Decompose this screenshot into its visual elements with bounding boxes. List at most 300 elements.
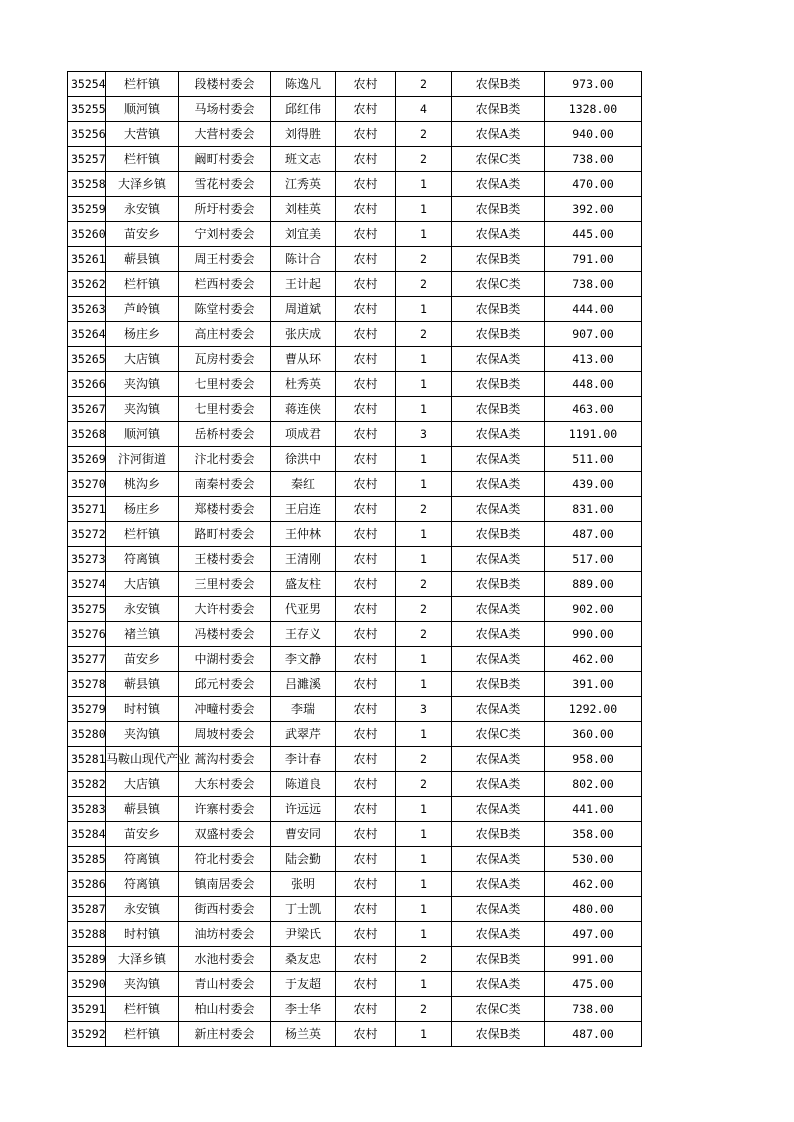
- table-row: [68, 72, 642, 97]
- area-type-cell: 农村: [336, 822, 396, 847]
- amount-cell: 470.00: [545, 172, 642, 197]
- name-cell: 陈逸凡: [271, 72, 336, 97]
- record-id-cell: 35262: [68, 272, 106, 297]
- table-row: [68, 722, 642, 747]
- amount-cell: 530.00: [545, 847, 642, 872]
- amount-cell: 497.00: [545, 922, 642, 947]
- insurance-category-cell: 农保A类: [452, 697, 545, 722]
- insurance-category-cell: 农保A类: [452, 622, 545, 647]
- insurance-category-cell: 农保B类: [452, 97, 545, 122]
- amount-cell: 991.00: [545, 947, 642, 972]
- town-cell: 蕲县镇: [106, 797, 179, 822]
- insurance-category-cell: 农保A类: [452, 347, 545, 372]
- household-count-cell: 1: [396, 647, 452, 672]
- insurance-category-cell: 农保A类: [452, 747, 545, 772]
- household-count-cell: 2: [396, 322, 452, 347]
- village-committee-cell: 周坡村委会: [179, 722, 271, 747]
- name-cell: 刘宜美: [271, 222, 336, 247]
- insurance-category-cell: 农保B类: [452, 297, 545, 322]
- insurance-category-cell: 农保A类: [452, 772, 545, 797]
- insurance-category-cell: 农保B类: [452, 372, 545, 397]
- record-id-cell: 35263: [68, 297, 106, 322]
- table-row: [68, 672, 642, 697]
- village-committee-cell: 大许村委会: [179, 597, 271, 622]
- household-count-cell: 2: [396, 272, 452, 297]
- record-id-cell: 35284: [68, 822, 106, 847]
- table-row: [68, 522, 642, 547]
- village-committee-cell: 邱元村委会: [179, 672, 271, 697]
- town-cell: 顺河镇: [106, 422, 179, 447]
- household-count-cell: 1: [396, 222, 452, 247]
- household-count-cell: 3: [396, 697, 452, 722]
- table-row: [68, 497, 642, 522]
- amount-cell: 738.00: [545, 272, 642, 297]
- household-count-cell: 1: [396, 472, 452, 497]
- village-committee-cell: 蒿沟村委会: [179, 747, 271, 772]
- amount-cell: 1292.00: [545, 697, 642, 722]
- record-id-cell: 35277: [68, 647, 106, 672]
- area-type-cell: 农村: [336, 322, 396, 347]
- town-cell: 蕲县镇: [106, 672, 179, 697]
- insurance-category-cell: 农保C类: [452, 722, 545, 747]
- village-committee-cell: 汴北村委会: [179, 447, 271, 472]
- table-row: [68, 572, 642, 597]
- household-count-cell: 2: [396, 147, 452, 172]
- record-id-cell: 35290: [68, 972, 106, 997]
- name-cell: 李计春: [271, 747, 336, 772]
- name-cell: 王存义: [271, 622, 336, 647]
- table-row: [68, 547, 642, 572]
- records-table-body: [68, 72, 642, 1047]
- amount-cell: 360.00: [545, 722, 642, 747]
- name-cell: 王启连: [271, 497, 336, 522]
- village-committee-cell: 油坊村委会: [179, 922, 271, 947]
- name-cell: 李士华: [271, 997, 336, 1022]
- record-id-cell: 35264: [68, 322, 106, 347]
- name-cell: 王计起: [271, 272, 336, 297]
- table-row: [68, 372, 642, 397]
- name-cell: 李瑞: [271, 697, 336, 722]
- insurance-category-cell: 农保A类: [452, 447, 545, 472]
- amount-cell: 441.00: [545, 797, 642, 822]
- area-type-cell: 农村: [336, 97, 396, 122]
- village-committee-cell: 瓦房村委会: [179, 347, 271, 372]
- record-id-cell: 35291: [68, 997, 106, 1022]
- town-cell: 时村镇: [106, 697, 179, 722]
- insurance-category-cell: 农保A类: [452, 222, 545, 247]
- village-committee-cell: 高庄村委会: [179, 322, 271, 347]
- town-cell: 大泽乡镇: [106, 947, 179, 972]
- table-row: [68, 172, 642, 197]
- town-cell: 汴河街道: [106, 447, 179, 472]
- household-count-cell: 1: [396, 172, 452, 197]
- insurance-category-cell: 农保B类: [452, 822, 545, 847]
- record-id-cell: 35282: [68, 772, 106, 797]
- table-row: [68, 1022, 642, 1047]
- household-count-cell: 2: [396, 597, 452, 622]
- table-row: [68, 197, 642, 222]
- amount-cell: 480.00: [545, 897, 642, 922]
- amount-cell: 902.00: [545, 597, 642, 622]
- household-count-cell: 2: [396, 122, 452, 147]
- amount-cell: 1328.00: [545, 97, 642, 122]
- amount-cell: 487.00: [545, 1022, 642, 1047]
- town-cell: 夹沟镇: [106, 972, 179, 997]
- town-cell: 杨庄乡: [106, 497, 179, 522]
- amount-cell: 907.00: [545, 322, 642, 347]
- insurance-category-cell: 农保A类: [452, 472, 545, 497]
- area-type-cell: 农村: [336, 297, 396, 322]
- area-type-cell: 农村: [336, 972, 396, 997]
- area-type-cell: 农村: [336, 147, 396, 172]
- name-cell: 桑友忠: [271, 947, 336, 972]
- village-committee-cell: 岳桥村委会: [179, 422, 271, 447]
- record-id-cell: 35278: [68, 672, 106, 697]
- name-cell: 陈计合: [271, 247, 336, 272]
- area-type-cell: 农村: [336, 172, 396, 197]
- area-type-cell: 农村: [336, 897, 396, 922]
- area-type-cell: 农村: [336, 772, 396, 797]
- insurance-category-cell: 农保B类: [452, 572, 545, 597]
- name-cell: 代亚男: [271, 597, 336, 622]
- record-id-cell: 35285: [68, 847, 106, 872]
- area-type-cell: 农村: [336, 72, 396, 97]
- town-cell: 栏杆镇: [106, 147, 179, 172]
- table-row: [68, 122, 642, 147]
- name-cell: 江秀英: [271, 172, 336, 197]
- area-type-cell: 农村: [336, 272, 396, 297]
- area-type-cell: 农村: [336, 747, 396, 772]
- name-cell: 班文志: [271, 147, 336, 172]
- table-row: [68, 997, 642, 1022]
- area-type-cell: 农村: [336, 372, 396, 397]
- record-id-cell: 35257: [68, 147, 106, 172]
- name-cell: 邱红伟: [271, 97, 336, 122]
- table-row: [68, 297, 642, 322]
- village-committee-cell: 大营村委会: [179, 122, 271, 147]
- village-committee-cell: 马场村委会: [179, 97, 271, 122]
- insurance-category-cell: 农保A类: [452, 647, 545, 672]
- record-id-cell: 35286: [68, 872, 106, 897]
- town-cell: 符离镇: [106, 872, 179, 897]
- amount-cell: 738.00: [545, 997, 642, 1022]
- insurance-category-cell: 农保A类: [452, 122, 545, 147]
- amount-cell: 889.00: [545, 572, 642, 597]
- amount-cell: 391.00: [545, 672, 642, 697]
- village-committee-cell: 七里村委会: [179, 397, 271, 422]
- insurance-category-cell: 农保A类: [452, 897, 545, 922]
- name-cell: 杜秀英: [271, 372, 336, 397]
- table-row: [68, 147, 642, 172]
- area-type-cell: 农村: [336, 947, 396, 972]
- record-id-cell: 35287: [68, 897, 106, 922]
- record-id-cell: 35273: [68, 547, 106, 572]
- household-count-cell: 1: [396, 872, 452, 897]
- town-cell: 夹沟镇: [106, 397, 179, 422]
- town-cell: 永安镇: [106, 897, 179, 922]
- name-cell: 蒋连侠: [271, 397, 336, 422]
- record-id-cell: 35259: [68, 197, 106, 222]
- amount-cell: 791.00: [545, 247, 642, 272]
- record-id-cell: 35275: [68, 597, 106, 622]
- table-row: [68, 822, 642, 847]
- amount-cell: 990.00: [545, 622, 642, 647]
- amount-cell: 973.00: [545, 72, 642, 97]
- town-cell: 夹沟镇: [106, 722, 179, 747]
- insurance-category-cell: 农保B类: [452, 672, 545, 697]
- area-type-cell: 农村: [336, 797, 396, 822]
- amount-cell: 358.00: [545, 822, 642, 847]
- name-cell: 陆会勤: [271, 847, 336, 872]
- household-count-cell: 3: [396, 422, 452, 447]
- table-row: [68, 347, 642, 372]
- insurance-category-cell: 农保B类: [452, 1022, 545, 1047]
- name-cell: 徐洪中: [271, 447, 336, 472]
- area-type-cell: 农村: [336, 672, 396, 697]
- insurance-category-cell: 农保B类: [452, 72, 545, 97]
- table-row: [68, 597, 642, 622]
- record-id-cell: 35270: [68, 472, 106, 497]
- insurance-category-cell: 农保A类: [452, 847, 545, 872]
- area-type-cell: 农村: [336, 647, 396, 672]
- record-id-cell: 35268: [68, 422, 106, 447]
- area-type-cell: 农村: [336, 497, 396, 522]
- household-count-cell: 4: [396, 97, 452, 122]
- town-cell: 大店镇: [106, 347, 179, 372]
- household-count-cell: 1: [396, 972, 452, 997]
- town-cell: 桃沟乡: [106, 472, 179, 497]
- village-committee-cell: 符北村委会: [179, 847, 271, 872]
- village-committee-cell: 南秦村委会: [179, 472, 271, 497]
- amount-cell: 940.00: [545, 122, 642, 147]
- town-cell: 夹沟镇: [106, 372, 179, 397]
- town-cell: 大店镇: [106, 772, 179, 797]
- area-type-cell: 农村: [336, 1022, 396, 1047]
- household-count-cell: 2: [396, 247, 452, 272]
- record-id-cell: 35261: [68, 247, 106, 272]
- record-id-cell: 35267: [68, 397, 106, 422]
- village-committee-cell: 周王村委会: [179, 247, 271, 272]
- table-row: [68, 647, 642, 672]
- amount-cell: 738.00: [545, 147, 642, 172]
- area-type-cell: 农村: [336, 222, 396, 247]
- table-row: [68, 772, 642, 797]
- table-row: [68, 922, 642, 947]
- area-type-cell: 农村: [336, 922, 396, 947]
- table-row: [68, 972, 642, 997]
- household-count-cell: 2: [396, 747, 452, 772]
- town-cell: 芦岭镇: [106, 297, 179, 322]
- area-type-cell: 农村: [336, 197, 396, 222]
- amount-cell: 487.00: [545, 522, 642, 547]
- area-type-cell: 农村: [336, 872, 396, 897]
- town-cell: 永安镇: [106, 197, 179, 222]
- village-committee-cell: 冯楼村委会: [179, 622, 271, 647]
- amount-cell: 475.00: [545, 972, 642, 997]
- table-row: [68, 272, 642, 297]
- name-cell: 陈道良: [271, 772, 336, 797]
- town-cell: 栏杆镇: [106, 522, 179, 547]
- record-id-cell: 35283: [68, 797, 106, 822]
- village-committee-cell: 雪花村委会: [179, 172, 271, 197]
- area-type-cell: 农村: [336, 447, 396, 472]
- record-id-cell: 35266: [68, 372, 106, 397]
- village-committee-cell: 陈堂村委会: [179, 297, 271, 322]
- area-type-cell: 农村: [336, 572, 396, 597]
- village-committee-cell: 水池村委会: [179, 947, 271, 972]
- table-row: [68, 947, 642, 972]
- household-count-cell: 1: [396, 822, 452, 847]
- town-cell: 大店镇: [106, 572, 179, 597]
- name-cell: 张庆成: [271, 322, 336, 347]
- insurance-category-cell: 农保C类: [452, 147, 545, 172]
- name-cell: 尹梁氏: [271, 922, 336, 947]
- area-type-cell: 农村: [336, 547, 396, 572]
- town-cell: 顺河镇: [106, 97, 179, 122]
- record-id-cell: 35276: [68, 622, 106, 647]
- name-cell: 周道斌: [271, 297, 336, 322]
- table-row: [68, 897, 642, 922]
- amount-cell: 958.00: [545, 747, 642, 772]
- town-cell: 褚兰镇: [106, 622, 179, 647]
- amount-cell: 445.00: [545, 222, 642, 247]
- household-count-cell: 1: [396, 297, 452, 322]
- table-row: [68, 697, 642, 722]
- village-committee-cell: 许寨村委会: [179, 797, 271, 822]
- household-count-cell: 1: [396, 672, 452, 697]
- amount-cell: 463.00: [545, 397, 642, 422]
- village-committee-cell: 冲疃村委会: [179, 697, 271, 722]
- household-count-cell: 1: [396, 722, 452, 747]
- table-row: [68, 747, 642, 772]
- amount-cell: 517.00: [545, 547, 642, 572]
- household-count-cell: 1: [396, 1022, 452, 1047]
- table-row: [68, 622, 642, 647]
- village-committee-cell: 郑楼村委会: [179, 497, 271, 522]
- insurance-category-cell: 农保C类: [452, 997, 545, 1022]
- record-id-cell: 35272: [68, 522, 106, 547]
- town-cell: 永安镇: [106, 597, 179, 622]
- household-count-cell: 1: [396, 197, 452, 222]
- village-committee-cell: 双盛村委会: [179, 822, 271, 847]
- village-committee-cell: 段楼村委会: [179, 72, 271, 97]
- table-row: [68, 322, 642, 347]
- insurance-category-cell: 农保B类: [452, 197, 545, 222]
- name-cell: 刘得胜: [271, 122, 336, 147]
- name-cell: 吕濉溪: [271, 672, 336, 697]
- record-id-cell: 35288: [68, 922, 106, 947]
- amount-cell: 462.00: [545, 872, 642, 897]
- area-type-cell: 农村: [336, 622, 396, 647]
- insurance-category-cell: 农保B类: [452, 947, 545, 972]
- insurance-category-cell: 农保B类: [452, 397, 545, 422]
- amount-cell: 511.00: [545, 447, 642, 472]
- amount-cell: 831.00: [545, 497, 642, 522]
- amount-cell: 462.00: [545, 647, 642, 672]
- name-cell: 盛友柱: [271, 572, 336, 597]
- record-id-cell: 35255: [68, 97, 106, 122]
- village-committee-cell: 栏西村委会: [179, 272, 271, 297]
- town-cell: 蕲县镇: [106, 247, 179, 272]
- record-id-cell: 35280: [68, 722, 106, 747]
- insurance-category-cell: 农保C类: [452, 272, 545, 297]
- name-cell: 李文静: [271, 647, 336, 672]
- insurance-category-cell: 农保A类: [452, 422, 545, 447]
- town-cell: 苗安乡: [106, 822, 179, 847]
- amount-cell: 439.00: [545, 472, 642, 497]
- household-count-cell: 1: [396, 372, 452, 397]
- insurance-category-cell: 农保A类: [452, 497, 545, 522]
- name-cell: 秦红: [271, 472, 336, 497]
- insurance-category-cell: 农保A类: [452, 547, 545, 572]
- village-committee-cell: 阚町村委会: [179, 147, 271, 172]
- table-row: [68, 222, 642, 247]
- town-cell: 大泽乡镇: [106, 172, 179, 197]
- table-row: [68, 247, 642, 272]
- town-cell: 栏杆镇: [106, 1022, 179, 1047]
- name-cell: 项成君: [271, 422, 336, 447]
- record-id-cell: 35254: [68, 72, 106, 97]
- table-row: [68, 797, 642, 822]
- household-count-cell: 1: [396, 797, 452, 822]
- town-cell: 苗安乡: [106, 222, 179, 247]
- table-row: [68, 847, 642, 872]
- insurance-category-cell: 农保A类: [452, 972, 545, 997]
- household-count-cell: 2: [396, 72, 452, 97]
- record-id-cell: 35271: [68, 497, 106, 522]
- table-row: [68, 872, 642, 897]
- name-cell: 于友超: [271, 972, 336, 997]
- village-committee-cell: 大东村委会: [179, 772, 271, 797]
- insurance-category-cell: 农保A类: [452, 597, 545, 622]
- records-table: [67, 71, 642, 1047]
- town-cell: 栏杆镇: [106, 72, 179, 97]
- name-cell: 杨兰英: [271, 1022, 336, 1047]
- record-id-cell: 35260: [68, 222, 106, 247]
- insurance-category-cell: 农保B类: [452, 322, 545, 347]
- household-count-cell: 1: [396, 847, 452, 872]
- village-committee-cell: 柏山村委会: [179, 997, 271, 1022]
- town-cell: 时村镇: [106, 922, 179, 947]
- household-count-cell: 1: [396, 547, 452, 572]
- village-committee-cell: 新庄村委会: [179, 1022, 271, 1047]
- record-id-cell: 35258: [68, 172, 106, 197]
- town-cell: 马鞍山现代产业: [106, 747, 179, 772]
- household-count-cell: 1: [396, 447, 452, 472]
- name-cell: 许远远: [271, 797, 336, 822]
- area-type-cell: 农村: [336, 422, 396, 447]
- household-count-cell: 1: [396, 347, 452, 372]
- amount-cell: 392.00: [545, 197, 642, 222]
- area-type-cell: 农村: [336, 522, 396, 547]
- area-type-cell: 农村: [336, 397, 396, 422]
- insurance-category-cell: 农保A类: [452, 797, 545, 822]
- household-count-cell: 1: [396, 897, 452, 922]
- household-count-cell: 2: [396, 572, 452, 597]
- area-type-cell: 农村: [336, 597, 396, 622]
- village-committee-cell: 镇南居委会: [179, 872, 271, 897]
- village-committee-cell: 中湖村委会: [179, 647, 271, 672]
- village-committee-cell: 七里村委会: [179, 372, 271, 397]
- table-row: [68, 447, 642, 472]
- name-cell: 武翠芹: [271, 722, 336, 747]
- record-id-cell: 35256: [68, 122, 106, 147]
- name-cell: 刘桂英: [271, 197, 336, 222]
- amount-cell: 413.00: [545, 347, 642, 372]
- household-count-cell: 2: [396, 997, 452, 1022]
- area-type-cell: 农村: [336, 122, 396, 147]
- household-count-cell: 2: [396, 622, 452, 647]
